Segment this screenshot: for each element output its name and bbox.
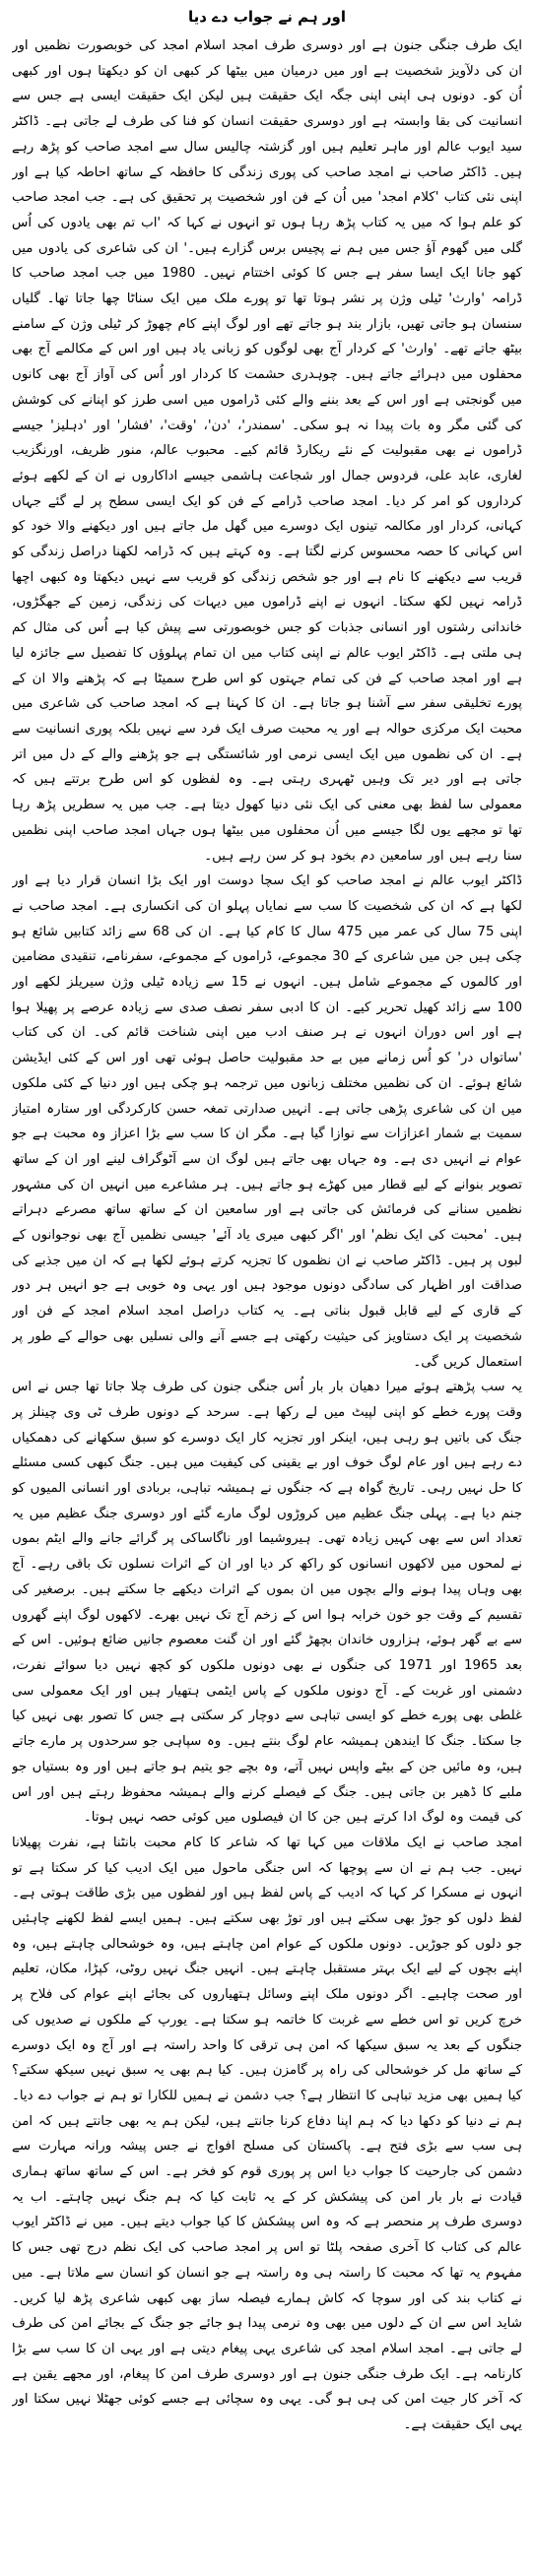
article-headline: اور ہم نے جواب دے دیا <box>187 8 347 26</box>
article-paragraph: یہ سب پڑھتے ہوئے میرا دھیان بار بار اُس جنگی جنون کی طرف چلا جاتا تھا جس نے اس وقت پورے خطے کو اپنی لپیٹ میں لے رکھا ہے۔ سرحد کے دونوں طرف ٹی وی چینلز پر جنگ کی باتیں ہو رہی ہیں، اینکر اور تجزیہ کار ایک دوسرے کو سبق سکھانے کی دھمکیاں دے رہے ہیں اور عام لوگ خوف اور بے یقینی کی کیفیت میں ہیں۔ جنگ کبھی کسی مسئلے کا حل نہیں رہی۔ تاریخ گواہ ہے کہ جنگوں نے ہمیشہ تباہی، بربادی اور انسانی المیوں کو جنم دیا ہے۔ پہلی جنگ عظیم میں کروڑوں لوگ مارے گئے اور دوسری جنگ عظیم میں یہ تعداد اس سے بھی کہیں زیادہ تھی۔ ہیروشیما اور ناگاساکی پر گرائے جانے والے ایٹم بموں نے لمحوں میں لاکھوں انسانوں کو راکھ کر دیا اور ان کے اثرات نسلوں تک باقی رہے۔ آج بھی وہاں پیدا ہونے والے بچوں میں ان بموں کے اثرات دیکھے جا سکتے ہیں۔ برصغیر کی تقسیم کے وقت جو خون خرابہ ہوا اس کے زخم آج تک نہیں بھرے۔ لاکھوں لوگ اپنے گھروں سے بے گھر ہوئے، ہزاروں خاندان بچھڑ گئے اور ان گنت معصوم جانیں ضائع ہوئیں۔ اس کے بعد 1965 اور 1971 کی جنگوں نے بھی دونوں ملکوں کو کچھ نہیں دیا سوائے نفرت، دشمنی اور غربت کے۔ آج دونوں ملکوں کے پاس ایٹمی ہتھیار ہیں اور ایک معمولی سی غلطی بھی پورے خطے کو ایسی تباہی سے دوچار کر سکتی ہے جس کا تصور بھی نہیں کیا جا سکتا۔ جنگ کا ایندھن ہمیشہ عام لوگ بنتے ہیں۔ وہ سپاہی جو سرحدوں پر مارے جاتے ہیں، وہ مائیں جن کے بیٹے واپس نہیں آتے، وہ بچے جو یتیم ہو جاتے ہیں اور وہ بستیاں جو ملبے کا ڈھیر بن جاتی ہیں۔ جنگ کے فیصلے کرنے والے ہمیشہ محفوظ رہتے ہیں اور اس کی قیمت وہ لوگ ادا کرتے ہیں جن کا ان فیصلوں میں کوئی حصہ نہیں ہوتا۔ <box>12 1380 522 1826</box>
article-body <box>12 33 522 2569</box>
article-paragraph: ڈاکٹر ایوب عالم نے امجد صاحب کو ایک سچا دوست اور ایک بڑا انسان قرار دیا ہے اور لکھا ہے کہ ان کی شخصیت کا سب سے نمایاں پہلو ان کی انکساری ہے۔ امجد صاحب نے اپنی 75 سال کی عمر میں 475 سال کا کام کیا ہے۔ ان کی 68 سے زائد کتابیں شائع ہو چکی ہیں جن میں شاعری کے 30 مجموعے، ڈراموں کے مجموعے، سفرنامے، تنقیدی مضامین اور کالموں کے مجموعے شامل ہیں۔ انہوں نے 15 سے زیادہ ٹیلی وژن سیریلز لکھے اور 100 سے زائد کھیل تحریر کیے۔ ان کا ادبی سفر نصف صدی سے زیادہ عرصے پر پھیلا ہوا ہے اور اس دوران انہوں نے ہر صنف ادب میں اپنی شناخت قائم کی۔ ان کی کتاب 'ساتواں در' کو اُس زمانے میں بے حد مقبولیت حاصل ہوئی تھی اور اس کے کئی ایڈیشن شائع ہوئے۔ ان کی نظمیں مختلف زبانوں میں ترجمہ ہو چکی ہیں اور دنیا کے کئی ملکوں میں ان کی شاعری پڑھی جاتی ہے۔ انہیں صدارتی تمغہ حسن کارکردگی اور ستارہ امتیاز سمیت بے شمار اعزازات سے نوازا گیا ہے۔ مگر ان کا سب سے بڑا اعزاز وہ محبت ہے جو عوام نے انہیں دی ہے۔ وہ جہاں بھی جاتے ہیں لوگ ان سے آٹوگراف لینے اور ان کے ساتھ تصویر بنوانے کے لیے قطار میں کھڑے ہو جاتے ہیں۔ ہر مشاعرے میں انہیں ان کی مشہور نظمیں سنانے کی فرمائش کی جاتی ہے اور سامعین ان کے ساتھ ساتھ مصرعے دہراتے ہیں۔ 'محبت کی ایک نظم' اور 'اگر کبھی میری یاد آئے' جیسی نظمیں آج بھی نوجوانوں کے لبوں پر ہیں۔ ڈاکٹر صاحب نے ان نظموں کا تجزیہ کرتے ہوئے لکھا ہے کہ ان میں جذبے کی صداقت اور اظہار کی سادگی دونوں موجود ہیں اور یہی وہ خوبی ہے جو انہیں ہر دور کے قاری کے لیے قابل قبول بناتی ہے۔ یہ کتاب دراصل امجد اسلام امجد کے فن اور شخصیت پر ایک دستاویز کی حیثیت رکھتی ہے جسے آنے والی نسلیں بھی حوالے کے طور پر استعمال کریں گی۔ <box>12 873 522 1370</box>
article-paragraph: امجد صاحب نے ایک ملاقات میں کہا تھا کہ شاعر کا کام محبت بانٹنا ہے، نفرت پھیلانا نہیں۔ جب ہم نے ان سے پوچھا کہ اس جنگی ماحول میں ایک ادیب کیا کر سکتا ہے تو انہوں نے مسکرا کر کہا کہ ادیب کے پاس لفظ ہیں اور لفظوں میں بڑی طاقت ہوتی ہے۔ لفظ دلوں کو جوڑ بھی سکتے ہیں اور توڑ بھی سکتے ہیں۔ ہمیں ایسے لفظ لکھنے چاہئیں جو دلوں کو جوڑیں۔ دونوں ملکوں کے عوام امن چاہتے ہیں، وہ خوشحالی چاہتے ہیں، وہ اپنے بچوں کے لیے ایک بہتر مستقبل چاہتے ہیں۔ انہیں جنگ نہیں روٹی، کپڑا، مکان، تعلیم اور صحت چاہیے۔ اگر دونوں ملک اپنے وسائل ہتھیاروں کی بجائے اپنے عوام کی فلاح پر خرچ کریں تو اس خطے سے غربت کا خاتمہ ہو سکتا ہے۔ یورپ کے ملکوں نے صدیوں کی جنگوں کے بعد یہ سبق سیکھا کہ امن ہی ترقی کا واحد راستہ ہے اور آج وہ ایک دوسرے کے ساتھ مل کر خوشحالی کی راہ پر گامزن ہیں۔ کیا ہم بھی یہ سبق نہیں سیکھ سکتے؟ کیا ہمیں بھی مزید تباہی کا انتظار ہے؟ جب دشمن نے ہمیں للکارا تو ہم نے جواب دے دیا۔ ہم نے دنیا کو دکھا دیا کہ ہم اپنا دفاع کرنا جانتے ہیں، لیکن ہم یہ بھی جانتے ہیں کہ امن ہی سب سے بڑی فتح ہے۔ پاکستان کی مسلح افواج نے جس پیشہ ورانہ مہارت سے دشمن کی جارحیت کا جواب دیا اس پر پوری قوم کو فخر ہے۔ اس کے ساتھ ساتھ ہماری قیادت نے بار بار امن کی پیشکش کر کے یہ ثابت کیا کہ ہم جنگ نہیں چاہتے۔ اب یہ دوسری طرف پر منحصر ہے کہ وہ اس پیشکش کا کیا جواب دیتے ہیں۔ میں نے ڈاکٹر ایوب عالم کی کتاب کا آخری صفحہ پلٹا تو اس پر امجد صاحب کی ایک نظم درج تھی جس کا مفہوم یہ تھا کہ محبت کا راستہ ہی وہ راستہ ہے جو انسان کو انسان سے ملاتا ہے۔ میں نے کتاب بند کی اور سوچا کہ کاش ہمارے فیصلہ ساز بھی کبھی شاعری پڑھ لیا کریں۔ شاید اس سے ان کے دلوں میں بھی وہ نرمی پیدا ہو جائے جو جنگ کے بجائے امن کی طرف لے جاتی ہے۔ امجد اسلام امجد کی شاعری یہی پیغام دیتی ہے اور یہی ان کا سب سے بڑا کارنامہ ہے۔ ایک طرف جنگی جنون ہے اور دوسری طرف امن کا پیغام، اور مجھے یقین ہے کہ آخر کار جیت امن کی ہی ہو گی۔ یہی وہ سچائی ہے جسے کوئی جھٹلا نہیں سکتا اور یہی ایک حقیقت ہے۔ <box>12 1835 522 2433</box>
article-paragraph: ایک طرف جنگی جنون ہے اور دوسری طرف امجد اسلام امجد کی خوبصورت نظمیں اور ان کی دلآویز شخصیت ہے اور میں درمیان میں بیٹھا کر کبھی ان کو دیکھتا ہوں اور کبھی اُن کو۔ دونوں ہی اپنی اپنی جگہ ایک حقیقت ہیں لیکن ایک حقیقت ایسی ہے جس سے انسانیت کی بقا وابستہ ہے اور دوسری حقیقت انسان کو فنا کی طرف لے جاتی ہے۔ ڈاکٹر سید ایوب عالم اور ماہر تعلیم ہیں اور گزشتہ چالیس سال سے امجد صاحب کو پڑھ رہے ہیں۔ ڈاکٹر صاحب نے امجد صاحب کی پوری زندگی کا حافظہ کے ساتھ احاطہ کیا ہے اور اپنی نئی کتاب 'کلام امجد' میں اُن کے فن اور شخصیت پر تحقیق کی ہے۔ جب امجد صاحب کو علم ہوا کہ میں یہ کتاب پڑھ رہا ہوں تو انہوں نے کہا کہ 'اب تم بھی یادوں کی اُس گلی میں گھوم آؤ جس میں ہم نے پچیس برس گزارے ہیں۔' ان کی شاعری کی یادوں میں کھو جانا ایک ایسا سفر ہے جس کا کوئی اختتام نہیں۔ 1980 میں جب امجد صاحب کا ڈرامہ 'وارث' ٹیلی وژن پر نشر ہوتا تھا تو پورے ملک میں ایک سناٹا چھا جاتا تھا۔ گلیاں سنسان ہو جاتی تھیں، بازار بند ہو جاتے تھے اور لوگ اپنے کام چھوڑ کر ٹیلی وژن کے سامنے بیٹھ جاتے تھے۔ 'وارث' کے کردار آج بھی لوگوں کو زبانی یاد ہیں اور اس کے مکالمے آج بھی محفلوں میں دہرائے جاتے ہیں۔ چوہدری حشمت کا کردار اور اُس کی آواز آج بھی کانوں میں گونجتی ہے اور اس کے بعد بننے والے کئی ڈراموں میں اسی طرز کو اپنانے کی کوشش کی گئی مگر وہ بات پیدا نہ ہو سکی۔ 'سمندر'، 'دن'، 'وقت'، 'فشار' اور 'دہلیز' جیسے ڈراموں نے بھی مقبولیت کے نئے ریکارڈ قائم کیے۔ محبوب عالم، منور ظریف، اورنگزیب لغاری، عابد علی، فردوس جمال اور شجاعت ہاشمی جیسے اداکاروں نے ان کے لکھے ہوئے کرداروں کو امر کر دیا۔ امجد صاحب ڈرامے کے فن کو ایک ایسی سطح پر لے گئے جہاں کہانی، کردار اور مکالمہ تینوں ایک دوسرے میں گھل مل جاتے ہیں اور دیکھنے والا خود کو اس کہانی کا حصہ محسوس کرنے لگتا ہے۔ وہ کہتے ہیں کہ ڈرامہ لکھنا دراصل زندگی کو قریب سے دیکھنے کا نام ہے اور جو شخص زندگی کو قریب سے نہیں دیکھتا وہ کبھی اچھا ڈرامہ نہیں لکھ سکتا۔ انہوں نے اپنے ڈراموں میں دیہات کی زندگی، زمین کے جھگڑوں، خاندانی رشتوں اور انسانی جذبات کو جس خوبصورتی سے پیش کیا ہے اُس کی مثال کم ہی ملتی ہے۔ ڈاکٹر ایوب عالم نے اپنی کتاب میں ان تمام پہلوؤں کا تفصیل سے جائزہ لیا ہے اور امجد صاحب کے فن کی تمام جہتوں کو اس طرح سمیٹا ہے کہ پڑھنے والا ان کے پورے تخلیقی سفر سے آشنا ہو جاتا ہے۔ ان کا کہنا ہے کہ امجد صاحب کی شاعری میں محبت ایک مرکزی حوالہ ہے اور یہ محبت صرف ایک فرد سے نہیں بلکہ پوری انسانیت سے ہے۔ ان کی نظموں میں ایک ایسی نرمی اور شائستگی ہے جو پڑھنے والے کے دل میں اتر جاتی ہے اور دیر تک وہیں ٹھہری رہتی ہے۔ وہ لفظوں کو اس طرح برتتے ہیں کہ معمولی سا لفظ بھی معنی کی ایک نئی دنیا کھول دیتا ہے۔ جب میں یہ سطریں پڑھ رہا تھا تو مجھے یوں لگا جیسے میں اُن محفلوں میں بیٹھا ہوں جہاں امجد صاحب اپنی نظمیں سنا رہے ہیں اور سامعین دم بخود ہو کر سن رہے ہیں۔ <box>12 38 522 864</box>
